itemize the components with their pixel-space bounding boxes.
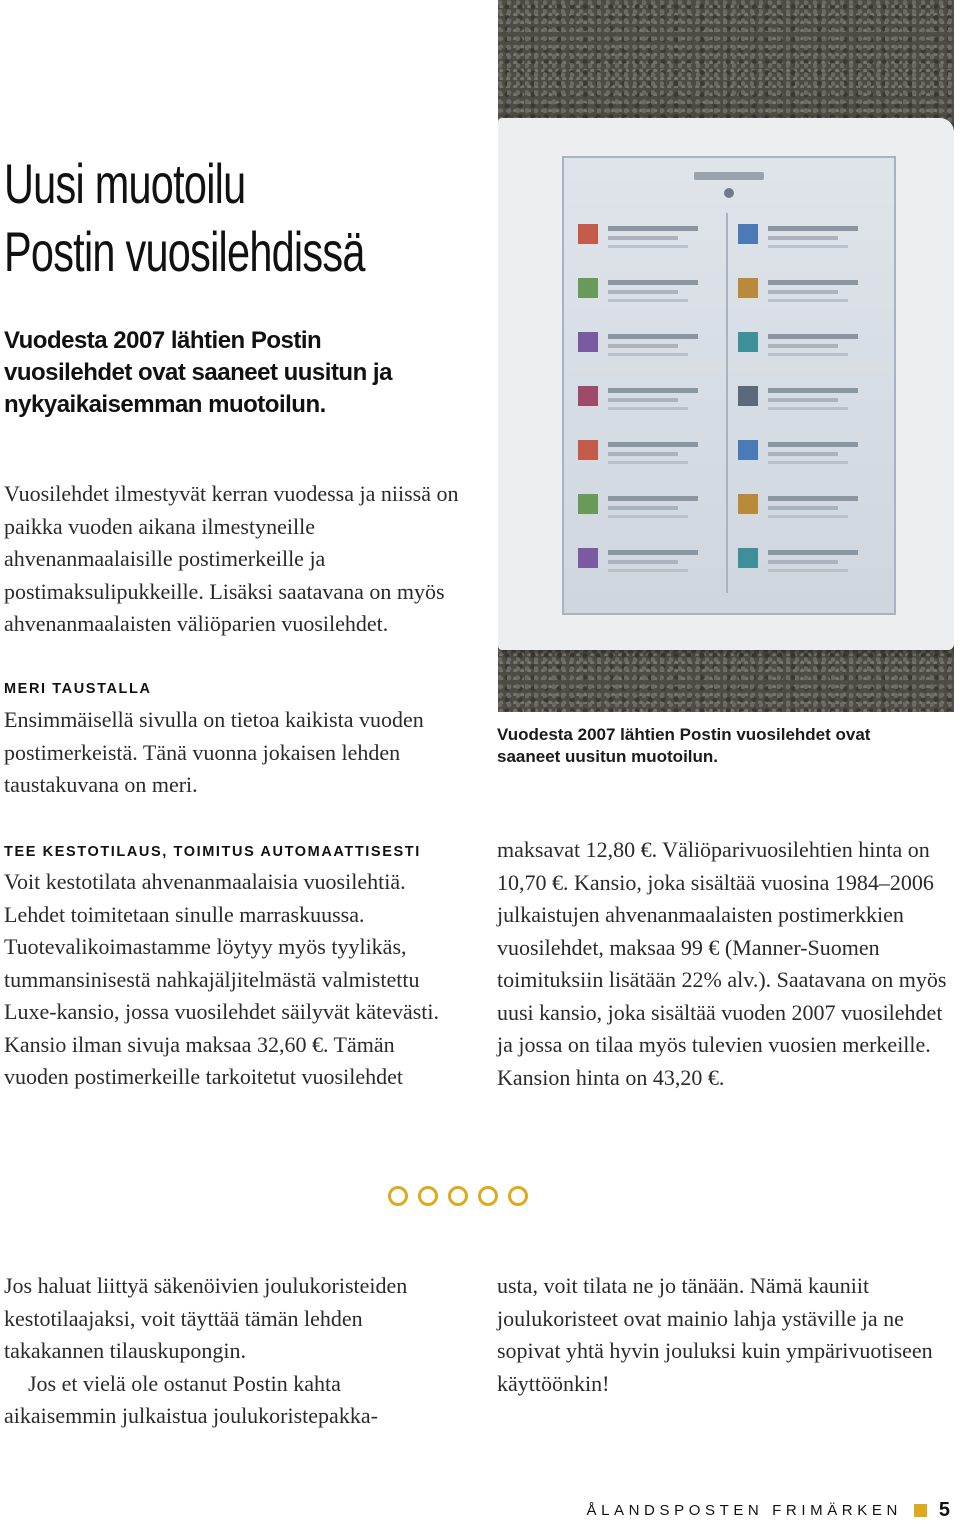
photo-page-logo — [724, 188, 734, 198]
bottom-right-column: usta, voit tilata ne jo tänään. Nämä kauniit joulukoristeet ovat mainio lahja ystäville ja ne sopivat yhtä hyvin jouluksi kuin ympärivuotiseen käyttöönkin! — [497, 1273, 933, 1396]
right-column-text: maksavat 12,80 €. Väliöparivuosilehtien hinta on 10,70 €. Kansio, joka sisältää vuosina 1984–2006 julkaistujen ahvenanmaalaisten postimerkkien vuosilehdet, maksaa 99 € (Manner-Suomen toimituksiin lisätään 22% alv.). Saatavana on myös uusi kansio, joka sisältää vuoden 2007 vuosilehdet ja jossa on tilaa myös tulevien vuosien merkeille. Kansion hinta on 43,20 €. — [497, 837, 947, 1090]
photo-caption: Vuodesta 2007 lähtien Postin vuosilehdet ovat saaneet uusitun muotoilun. — [497, 725, 871, 766]
stamp-entry-text-line — [608, 506, 678, 510]
stamp-thumbnail-icon — [578, 278, 598, 298]
photo-page-header — [694, 172, 764, 180]
stamp-entry-text-line — [608, 461, 688, 464]
stamp-entry-text-line — [608, 407, 688, 410]
stamp-entry-text-line — [608, 290, 678, 294]
section-heading-meri-taustalla: MERI TAUSTALLA — [4, 681, 152, 697]
article-title-line-2: Postin vuosilehdissä — [4, 220, 365, 283]
stamp-thumbnail-icon — [738, 224, 758, 244]
stamp-thumbnail-icon — [738, 386, 758, 406]
stamp-entry-text-line — [608, 569, 688, 572]
stamp-entry-text-line — [608, 334, 698, 339]
bottom-left-paragraph-2: Jos et vielä ole ostanut Postin kahta aikaisemmin julkaistua joulukoristepakka- — [4, 1370, 378, 1428]
photo-stamp-entry — [578, 382, 718, 418]
stamp-entry-text-line — [608, 280, 698, 285]
stamp-thumbnail-icon — [738, 494, 758, 514]
stamp-entry-text-line — [768, 388, 858, 393]
photo-stamp-entry — [738, 328, 878, 364]
photo-stamp-entry — [578, 544, 718, 580]
stamp-thumbnail-icon — [738, 440, 758, 460]
ring-icon — [478, 1186, 498, 1206]
square-bullet-icon — [914, 1504, 927, 1517]
photo-stamp-entry — [738, 490, 878, 526]
stamp-entry-text-line — [768, 515, 848, 518]
stamp-entry-text-line — [768, 299, 848, 302]
section-kestotilaus-text: Voit kestotilata ahvenanmaalaisia vuosilehtiä. Lehdet toimitetaan sinulle marraskuussa. Tuotevalikoimastamme löytyy myös tyylikäs, tummansinisestä nahkajäljitelmästä valmistettu Luxe-kansio, jossa vuosilehdet säilyvät kätevästi. Kansio ilman sivuja maksaa 32,60 €. Tämän vuoden postimerkeille tarkoitetut vuosilehdet — [4, 869, 440, 1089]
stamp-entry-text-line — [768, 290, 838, 294]
photo-booklet — [498, 118, 954, 650]
ring-icon — [508, 1186, 528, 1206]
article-title-line-1: Uusi muotoilu — [4, 152, 246, 215]
stamp-entry-text-line — [768, 506, 838, 510]
photo-stamp-entry — [738, 436, 878, 472]
publication-name: ÅLANDSPOSTEN FRIMÄRKEN — [586, 1501, 902, 1519]
photo-stamp-entry — [738, 220, 878, 256]
article-title — [4, 150, 365, 286]
bottom-left-column — [4, 1270, 454, 1433]
stamp-thumbnail-icon — [578, 332, 598, 352]
photo-stamp-entry — [578, 220, 718, 256]
photo-yearbook-page — [498, 0, 954, 712]
ring-icon — [448, 1186, 468, 1206]
stamp-thumbnail-icon — [578, 386, 598, 406]
decorative-rings — [388, 1186, 528, 1216]
ring-icon — [388, 1186, 408, 1206]
stamp-entry-text-line — [608, 236, 678, 240]
stamp-thumbnail-icon — [578, 548, 598, 568]
photo-booklet-inner-page — [562, 156, 896, 615]
stamp-entry-text-line — [608, 388, 698, 393]
stamp-entry-text-line — [608, 344, 678, 348]
stamp-entry-text-line — [768, 496, 858, 501]
stamp-entry-text-line — [608, 353, 688, 356]
stamp-entry-text-line — [608, 496, 698, 501]
stamp-entry-text-line — [768, 461, 848, 464]
photo-stamp-entry — [738, 274, 878, 310]
section-meri-taustalla-text: Ensimmäisellä sivulla on tietoa kaikista vuoden postimerkeistä. Tänä vuonna jokaisen lehden taustakuvana on meri. — [4, 707, 424, 797]
stamp-entry-text-line — [768, 569, 848, 572]
stamp-entry-text-line — [768, 280, 858, 285]
stamp-entry-text-line — [608, 442, 698, 447]
stamp-thumbnail-icon — [578, 494, 598, 514]
photo-stamp-entry — [738, 382, 878, 418]
stamp-entry-text-line — [768, 560, 838, 564]
photo-stamp-entry — [578, 436, 718, 472]
stamp-entry-text-line — [608, 299, 688, 302]
stamp-entry-text-line — [608, 245, 688, 248]
photo-stamp-entry — [738, 544, 878, 580]
section-heading-kestotilaus: TEE KESTOTILAUS, TOIMITUS AUTOMAATTISESTI — [4, 844, 421, 860]
stamp-entry-text-line — [608, 560, 678, 564]
photo-stamp-entry — [578, 274, 718, 310]
page-number: 5 — [938, 1498, 950, 1521]
stamp-entry-text-line — [768, 226, 858, 231]
stamp-entry-text-line — [768, 353, 848, 356]
lead-paragraph: Vuodesta 2007 lähtien Postin vuosilehdet ovat saaneet uusitun ja nykyaikaisemman muotoilun. — [4, 327, 392, 418]
photo-stamp-entry — [578, 490, 718, 526]
stamp-entry-text-line — [768, 398, 838, 402]
stamp-entry-text-line — [768, 452, 838, 456]
photo-stamp-entry — [578, 328, 718, 364]
stamp-entry-text-line — [768, 245, 848, 248]
stamp-entry-text-line — [768, 442, 858, 447]
stamp-entry-text-line — [608, 452, 678, 456]
stamp-entry-text-line — [768, 407, 848, 410]
stamp-thumbnail-icon — [578, 440, 598, 460]
ring-icon — [418, 1186, 438, 1206]
stamp-thumbnail-icon — [738, 278, 758, 298]
intro-paragraph: Vuosilehdet ilmestyvät kerran vuodessa ja niissä on paikka vuoden aikana ilmestyneille ahvenanmaalaisille postimerkeille ja postimaksulipukkeille. Lisäksi saatavana on myös ahvenanmaalaisten väliöparien vuosilehdet. — [4, 481, 459, 636]
stamp-entry-text-line — [768, 550, 858, 555]
stamp-thumbnail-icon — [738, 332, 758, 352]
stamp-entry-text-line — [768, 344, 838, 348]
photo-page-divider — [726, 213, 728, 593]
stamp-entry-text-line — [768, 334, 858, 339]
page-footer — [586, 1498, 950, 1522]
stamp-thumbnail-icon — [578, 224, 598, 244]
stamp-entry-text-line — [768, 236, 838, 240]
stamp-entry-text-line — [608, 226, 698, 231]
stamp-entry-text-line — [608, 398, 678, 402]
stamp-entry-text-line — [608, 550, 698, 555]
stamp-entry-text-line — [608, 515, 688, 518]
stamp-thumbnail-icon — [738, 548, 758, 568]
bottom-left-paragraph-1: Jos haluat liittyä säkenöivien joulukoristeiden kestotilaajaksi, voit täyttää tämän lehden takakannen tilauskupongin. — [4, 1273, 408, 1363]
